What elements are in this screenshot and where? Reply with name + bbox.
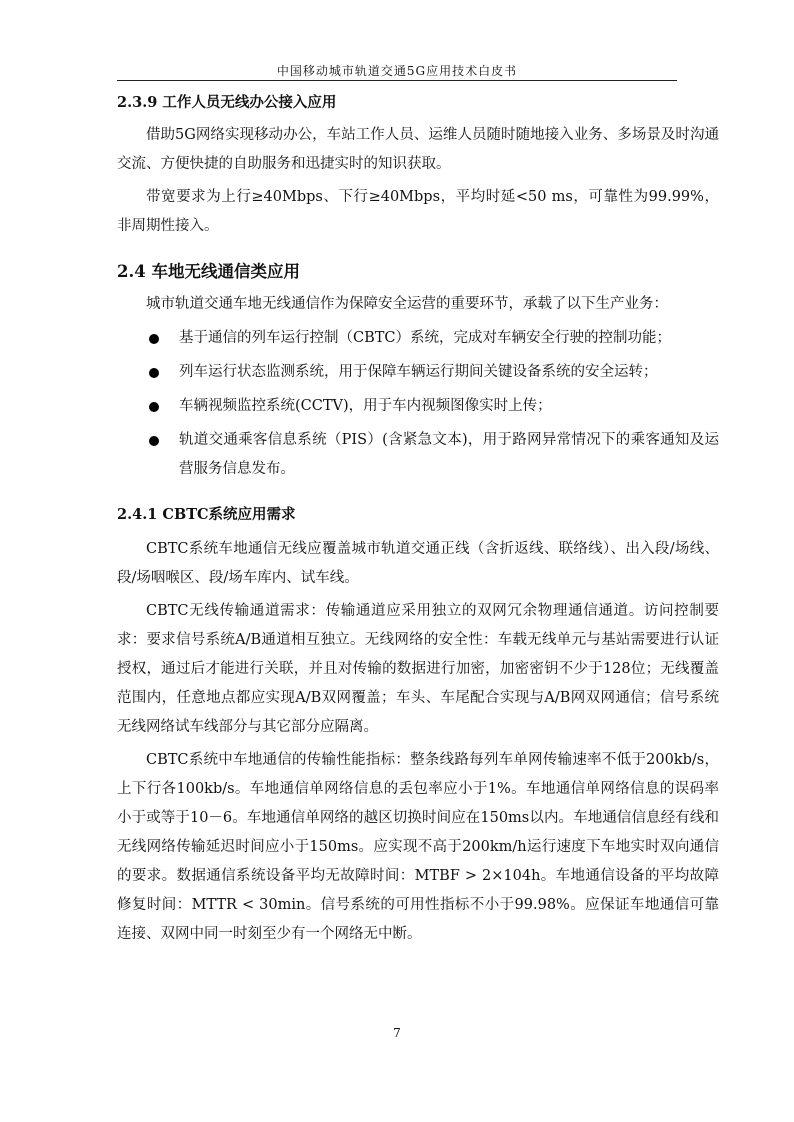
section-2-3-9-paragraph-2: 带宽要求为上行≥40Mbps、下行≥40Mbps，平均时延<50 ms，可靠性为99.99%，非周期性接入。 — [117, 189, 719, 234]
section-2-4-1-heading: 2.4.1 CBTC系统应用需求 — [117, 506, 296, 523]
page-number: 7 — [393, 1026, 401, 1040]
page-content — [117, 92, 719, 949]
section-2-4-1-paragraph-2: CBTC无线传输通道需求：传输通道应采用独立的双网冗余物理通信通道。访问控制要求：要求信号系统A/B通道相互独立。无线网络的安全性：车载无线单元与基站需要进行认证授权，通过后才能进行关联，并且对传输的数据进行加密，加密密钥不少于128位；无线覆盖范围内，任意地点都应实现A/B双网覆盖；车头、车尾配合实现与A/B网双网通信；信号系统无线网络试车线部分与其它部分应隔离。 — [117, 603, 719, 735]
list-item — [117, 358, 719, 387]
section-2-4-1-paragraph-3: CBTC系统中车地通信的传输性能指标：整条线路每列车单网传输速率不低于200kb/s，上下行各100kb/s。车地通信单网络信息的丢包率应小于1%。车地通信单网络信息的误码率小于或等于10－6。车地通信单网络的越区切换时间应在150ms以内。车地通信信息经有线和无线网络传输延迟时间应小于150ms。应实现不高于200km/h运行速度下车地实时双向通信的要求。数据通信系统设备平均无故障时间：MTBF > 2×104h。车地通信设备的平均故障修复时间：MTTR < 30min。信号系统的可用性指标不小于99.98%。应保证车地通信可靠连接、双网中同一时刻至少有一个网络无中断。 — [117, 752, 719, 942]
list-item-text: 基于通信的列车运行控制（CBTC）系统，完成对车辆安全行驶的控制功能； — [179, 330, 672, 346]
list-item — [117, 426, 719, 484]
section-2-3-9-heading: 2.3.9 工作人员无线办公接入应用 — [117, 94, 337, 111]
header-divider — [117, 80, 677, 81]
section-2-4-intro: 城市轨道交通车地无线通信作为保障安全运营的重要环节，承载了以下生产业务： — [146, 296, 668, 312]
running-header: 中国移动城市轨道交通5G应用技术白皮书 — [276, 64, 518, 78]
bullet-icon — [149, 368, 159, 378]
production-services-list — [117, 324, 719, 484]
list-item-text: 轨道交通乘客信息系统（PIS）(含紧急文本)，用于路网异常情况下的乘客通知及运营服务信息发布。 — [179, 432, 719, 477]
bullet-icon — [149, 334, 159, 344]
list-item-text: 车辆视频监控系统(CCTV)，用于车内视频图像实时上传； — [179, 398, 552, 414]
list-item — [117, 392, 719, 421]
list-item — [117, 324, 719, 353]
bullet-icon — [149, 436, 159, 446]
list-item-text: 列车运行状态监测系统，用于保障车辆运行期间关键设备系统的安全运转； — [179, 364, 658, 380]
bullet-icon — [149, 402, 159, 412]
section-2-4-heading: 2.4 车地无线通信类应用 — [117, 262, 300, 281]
section-2-4-1-paragraph-1: CBTC系统车地通信无线应覆盖城市轨道交通正线（含折返线、联络线）、出入段/场线、段/场咽喉区、段/场车库内、试车线。 — [117, 541, 719, 586]
section-2-3-9-paragraph-1: 借助5G网络实现移动办公，车站工作人员、运维人员随时随地接入业务、多场景及时沟通交流、方便快捷的自助服务和迅捷实时的知识获取。 — [117, 127, 719, 172]
